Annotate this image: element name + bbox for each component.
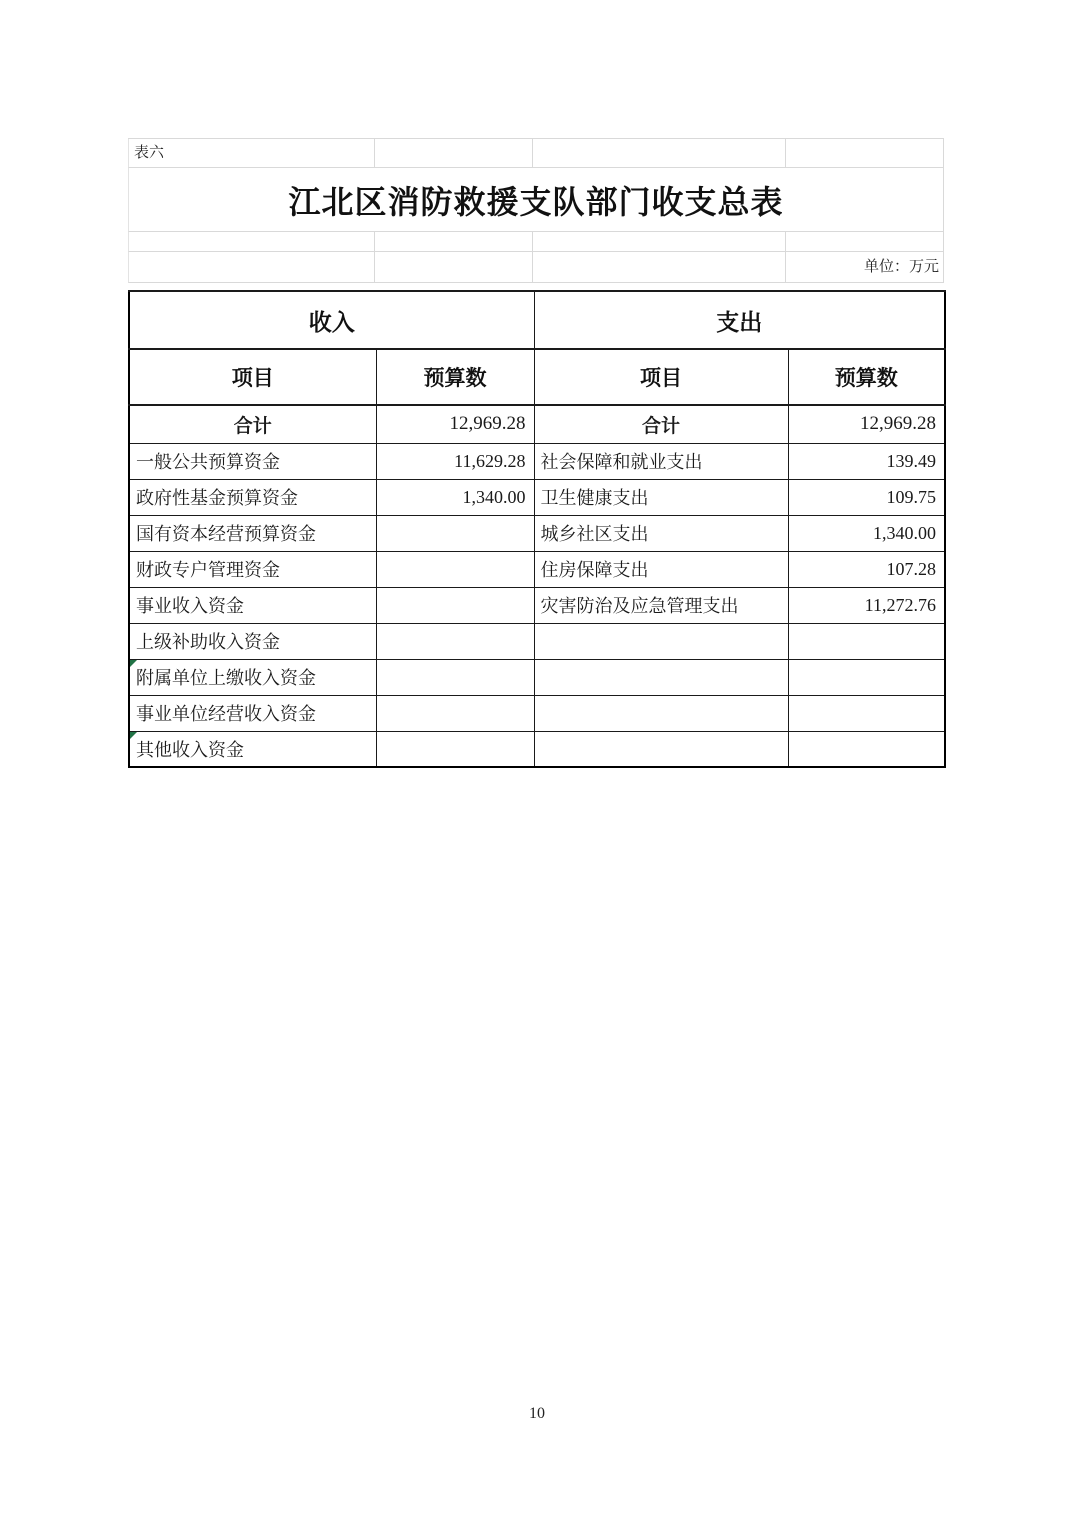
page-number: 10 bbox=[529, 1405, 545, 1422]
empty-cell bbox=[533, 139, 786, 167]
income-item-cell: 一般公共预算资金 bbox=[129, 443, 376, 479]
unit-row bbox=[128, 252, 944, 283]
empty-cell bbox=[129, 232, 375, 251]
expense-item-cell bbox=[534, 659, 788, 695]
income-budget-column-header: 预算数 bbox=[376, 349, 534, 405]
income-item-label: 附属单位上缴收入资金 bbox=[136, 668, 316, 688]
income-item-cell: 上级补助收入资金 bbox=[129, 623, 376, 659]
expense-total-label: 合计 bbox=[534, 405, 788, 443]
income-budget-cell bbox=[376, 695, 534, 731]
expense-budget-column-header: 预算数 bbox=[788, 349, 945, 405]
income-budget-cell bbox=[376, 515, 534, 551]
empty-cell bbox=[533, 232, 786, 251]
income-item-cell bbox=[129, 659, 376, 695]
section-header-row bbox=[129, 291, 945, 349]
table-row bbox=[129, 479, 945, 515]
income-total-value: 12,969.28 bbox=[376, 405, 534, 443]
expense-item-cell: 城乡社区支出 bbox=[534, 515, 788, 551]
income-budget-cell: 11,629.28 bbox=[376, 443, 534, 479]
income-item-cell: 事业收入资金 bbox=[129, 587, 376, 623]
blank-row bbox=[128, 232, 944, 252]
table-row bbox=[129, 515, 945, 551]
expense-section-header: 支出 bbox=[534, 291, 945, 349]
income-budget-cell: 1,340.00 bbox=[376, 479, 534, 515]
income-budget-cell bbox=[376, 587, 534, 623]
expense-budget-cell bbox=[788, 695, 945, 731]
table-row bbox=[129, 695, 945, 731]
empty-cell bbox=[375, 232, 533, 251]
table-label-row bbox=[128, 139, 944, 168]
column-header-row bbox=[129, 349, 945, 405]
expense-item-cell: 住房保障支出 bbox=[534, 551, 788, 587]
empty-cell bbox=[375, 139, 533, 167]
expense-item-cell: 社会保障和就业支出 bbox=[534, 443, 788, 479]
expense-item-cell: 灾害防治及应急管理支出 bbox=[534, 587, 788, 623]
income-item-cell bbox=[129, 731, 376, 767]
expense-item-cell: 卫生健康支出 bbox=[534, 479, 788, 515]
expense-budget-cell: 109.75 bbox=[788, 479, 945, 515]
empty-cell bbox=[533, 252, 786, 282]
empty-cell bbox=[786, 139, 943, 167]
table-row bbox=[129, 587, 945, 623]
expense-item-cell bbox=[534, 695, 788, 731]
total-row bbox=[129, 405, 945, 443]
expense-budget-cell bbox=[788, 659, 945, 695]
table-label: 表六 bbox=[129, 139, 375, 167]
expense-item-cell bbox=[534, 731, 788, 767]
expense-budget-cell bbox=[788, 731, 945, 767]
income-budget-cell bbox=[376, 659, 534, 695]
table-row bbox=[129, 551, 945, 587]
income-item-cell: 财政专户管理资金 bbox=[129, 551, 376, 587]
income-item-column-header: 项目 bbox=[129, 349, 376, 405]
income-item-label: 其他收入资金 bbox=[136, 739, 244, 760]
expense-budget-cell: 1,340.00 bbox=[788, 515, 945, 551]
expense-item-cell bbox=[534, 623, 788, 659]
budget-table bbox=[128, 290, 946, 768]
expense-budget-cell: 139.49 bbox=[788, 443, 945, 479]
expense-budget-cell bbox=[788, 623, 945, 659]
green-triangle-icon bbox=[130, 732, 137, 739]
unit-note: 单位：万元 bbox=[863, 259, 939, 275]
empty-cell bbox=[786, 232, 943, 251]
page-title: 江北区消防救援支队部门收支总表 bbox=[288, 183, 784, 220]
table-row bbox=[129, 659, 945, 695]
title-row bbox=[128, 168, 944, 232]
green-triangle-icon bbox=[130, 660, 137, 667]
table-row bbox=[129, 443, 945, 479]
expense-budget-cell: 11,272.76 bbox=[788, 587, 945, 623]
income-budget-cell bbox=[376, 731, 534, 767]
income-item-cell: 政府性基金预算资金 bbox=[129, 479, 376, 515]
expense-item-column-header: 项目 bbox=[534, 349, 788, 405]
sheet-area bbox=[128, 138, 944, 768]
income-item-cell: 事业单位经营收入资金 bbox=[129, 695, 376, 731]
table-row bbox=[129, 623, 945, 659]
empty-cell bbox=[375, 252, 533, 282]
header-grid bbox=[128, 138, 944, 283]
income-section-header: 收入 bbox=[129, 291, 534, 349]
table-row bbox=[129, 731, 945, 767]
income-total-label: 合计 bbox=[129, 405, 376, 443]
income-item-cell: 国有资本经营预算资金 bbox=[129, 515, 376, 551]
empty-cell bbox=[129, 252, 375, 282]
income-budget-cell bbox=[376, 623, 534, 659]
expense-total-value: 12,969.28 bbox=[788, 405, 945, 443]
expense-budget-cell: 107.28 bbox=[788, 551, 945, 587]
income-budget-cell bbox=[376, 551, 534, 587]
